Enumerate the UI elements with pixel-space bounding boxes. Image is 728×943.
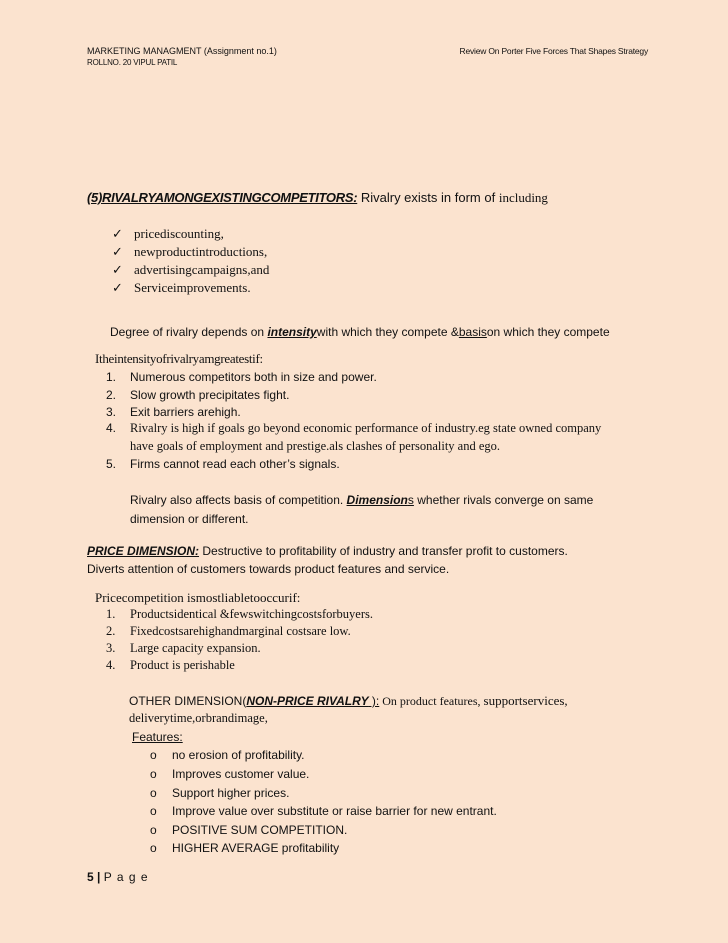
list-item: 2. Slow growth precipitates fight. <box>106 388 290 402</box>
circle-bullet-icon: o <box>150 786 157 800</box>
basis-paragraph-cont: dimension or different. <box>130 512 249 526</box>
section-title: RIVALRYAMONGEXISTINGCOMPETITORS: <box>102 190 358 205</box>
list-item: 1. Productsidentical &fewswitchingcostsforbuyers. <box>106 607 374 621</box>
section-intro: Rivalry exists in form of <box>357 190 499 205</box>
circle-bullet-icon: o <box>150 841 157 855</box>
circle-bullet-icon: o <box>150 804 157 818</box>
checkmark-icon: ✓ <box>112 262 123 277</box>
list-item: 3. Exit barriers arehigh. <box>106 405 241 419</box>
list-item: o Improves customer value. <box>150 767 310 781</box>
other-dimension-cont: deliverytime,orbrandimage, <box>129 711 268 725</box>
features-label: Features: <box>132 730 183 744</box>
checkmark-icon: ✓ <box>112 280 123 295</box>
circle-bullet-icon: o <box>150 823 157 837</box>
list-item: 5. Firms cannot read each other’s signals. <box>106 457 340 471</box>
list-item: ✓ Serviceimprovements. <box>112 280 251 295</box>
list-item: ✓ newproductintroductions, <box>112 244 268 259</box>
circle-bullet-icon: o <box>150 767 157 781</box>
other-dimension-paragraph: OTHER DIMENSION(NON-PRICE RIVALRY ): On product features, supportservices, <box>129 693 568 708</box>
page-number: 5 <box>87 870 94 884</box>
list-item: o HIGHER AVERAGE profitability <box>150 841 340 855</box>
header-left: MARKETING MANAGMENT (Assignment no.1) <box>87 46 277 56</box>
basis-paragraph: Rivalry also affects basis of competition. Dimensions whether rivals converge on same <box>130 493 594 507</box>
list-item: 3. Large capacity expansion. <box>106 641 261 655</box>
list-item: o no erosion of profitability. <box>150 748 305 762</box>
header-roll: ROLLNO. 20 VIPUL PATIL <box>87 58 178 67</box>
list-item: o POSITIVE SUM COMPETITION. <box>150 823 348 837</box>
section-intro-cont: including <box>498 190 548 205</box>
list-item: o Support higher prices. <box>150 786 290 800</box>
degree-paragraph: Degree of rivalry depends on intensitywith which they compete &basison which they compete <box>110 325 610 339</box>
checkmark-icon: ✓ <box>112 226 123 241</box>
price-liable-heading: Pricecompetition ismostliabletooccurif: <box>95 590 301 605</box>
circle-bullet-icon: o <box>150 748 157 762</box>
price-paragraph-cont: Diverts attention of customers towards product features and service. <box>87 562 450 576</box>
price-paragraph: PRICE DIMENSION: Destructive to profitability of industry and transfer profit to customers. <box>87 544 568 558</box>
list-item: ✓ advertisingcampaigns,and <box>112 262 270 277</box>
list-item: ✓ pricediscounting, <box>112 226 224 241</box>
greatest-heading: Itheintensityofrivalryamgreatestif: <box>95 351 263 366</box>
header-right: Review On Porter Five Forces That Shapes Strategy <box>459 46 648 56</box>
page-footer: 5 | P a g e <box>87 870 149 884</box>
checkmark-icon: ✓ <box>112 244 123 259</box>
section-heading <box>87 190 548 206</box>
list-item: 4. Product is perishable <box>106 658 235 672</box>
section-number: (5) <box>87 190 102 205</box>
list-item: o Improve value over substitute or raise barrier for new entrant. <box>150 804 497 818</box>
list-item-continuation: have goals of employment and prestige.als clashes of personality and ego. <box>130 439 501 453</box>
list-item: 1. Numerous competitors both in size and power. <box>106 370 377 384</box>
list-item: 4. Rivalry is high if goals go beyond economic performance of industry.eg state owned company <box>106 421 602 435</box>
list-item: 2. Fixedcostsarehighandmarginal costsare low. <box>106 624 351 638</box>
